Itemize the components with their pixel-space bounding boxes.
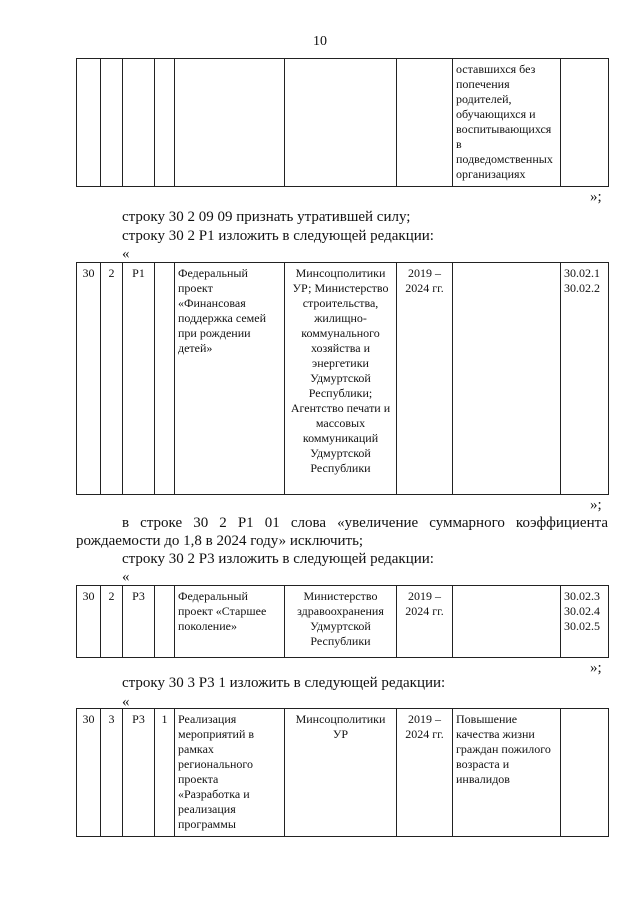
- paragraph-line: строку 30 2 Р1 изложить в следующей редакции:: [122, 228, 434, 244]
- cell-executor: Министерство здравоохранения Удмуртской Республики: [285, 586, 397, 658]
- cell-col4: [155, 586, 175, 658]
- cell-result: [453, 586, 561, 658]
- cell-col2: 2: [101, 263, 123, 495]
- cell-indicators: 30.02.1 30.02.2: [561, 263, 609, 495]
- cell-name: [175, 59, 285, 187]
- cell-result: оставшихся без попечения родителей, обучающихся и воспитывающихся в подведомственных организациях: [453, 59, 561, 187]
- cell-col2: 3: [101, 709, 123, 837]
- close-quote: »;: [590, 497, 602, 513]
- cell-result: Повышение качества жизни граждан пожилого возраста и инвалидов: [453, 709, 561, 837]
- table-row-30-3-p3-1: [76, 708, 609, 837]
- cell-col2: 2: [101, 586, 123, 658]
- table-row-30-2-p3: [76, 585, 609, 658]
- table-row: [77, 263, 609, 495]
- close-quote: »;: [590, 189, 602, 205]
- cell-executor: Минсоцполитики УР; Министерство строительства, жилищно-коммунального хозяйства и энергетики Удмуртской Республики; Агентство печати и массовых коммуникаций Удмуртской Республики: [285, 263, 397, 495]
- cell-name: Федеральный проект «Старшее поколение»: [175, 586, 285, 658]
- table-row: [77, 586, 609, 658]
- cell-col4: 1: [155, 709, 175, 837]
- cell-period: [397, 59, 453, 187]
- cell-col3: Р3: [123, 586, 155, 658]
- cell-col1: 30: [77, 263, 101, 495]
- cell-col3: [123, 59, 155, 187]
- cell-col1: 30: [77, 709, 101, 837]
- cell-col1: [77, 59, 101, 187]
- page-number: 10: [313, 34, 327, 49]
- paragraph: в строке 30 2 Р1 01 слова «увеличение суммарного коэффициента рождаемости до 1,8 в 2024 году» исключить;: [76, 515, 608, 549]
- table-row: [77, 709, 609, 837]
- cell-name: Реализация мероприятий в рамках регионального проекта «Разработка и реализация программы: [175, 709, 285, 837]
- cell-executor: Минсоцполитики УР: [285, 709, 397, 837]
- cell-period: 2019 – 2024 гг.: [397, 586, 453, 658]
- cell-col4: [155, 263, 175, 495]
- cell-period: 2019 – 2024 гг.: [397, 709, 453, 837]
- cell-col3: Р3: [123, 709, 155, 837]
- cell-col2: [101, 59, 123, 187]
- open-quote: «: [122, 569, 130, 585]
- close-quote: »;: [590, 660, 602, 676]
- cell-name: Федеральный проект «Финансовая поддержка семей при рождении детей»: [175, 263, 285, 495]
- cell-col3: Р1: [123, 263, 155, 495]
- cell-indicators: [561, 59, 609, 187]
- paragraph-line: строку 30 2 Р3 изложить в следующей редакции:: [122, 551, 434, 567]
- paragraph-line: строку 30 2 09 09 признать утратившей силу;: [122, 209, 411, 225]
- cell-result: [453, 263, 561, 495]
- open-quote: «: [122, 246, 130, 262]
- cell-col4: [155, 59, 175, 187]
- open-quote: «: [122, 694, 130, 710]
- table-row-30-2-p1: [76, 262, 609, 495]
- cell-indicators: 30.02.3 30.02.4 30.02.5: [561, 586, 609, 658]
- cell-period: 2019 – 2024 гг.: [397, 263, 453, 495]
- paragraph-line: строку 30 3 Р3 1 изложить в следующей редакции:: [122, 675, 446, 691]
- cell-executor: [285, 59, 397, 187]
- table-row: [77, 59, 609, 187]
- cell-col1: 30: [77, 586, 101, 658]
- cell-indicators: [561, 709, 609, 837]
- table-continuation: [76, 58, 609, 187]
